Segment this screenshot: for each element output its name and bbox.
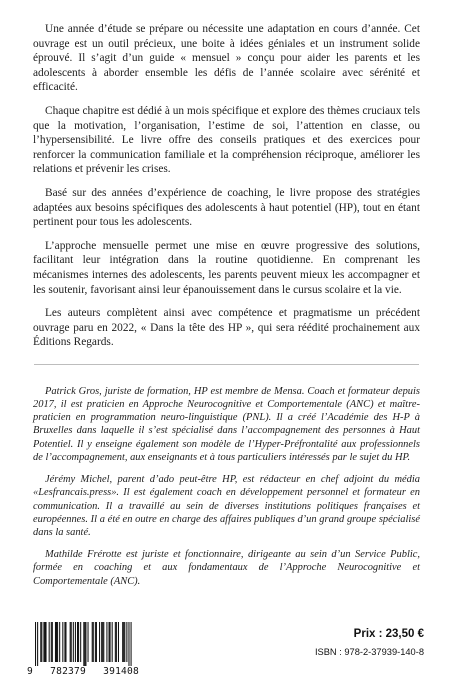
- barcode-bar: [57, 622, 58, 662]
- barcode-bar: [56, 622, 57, 662]
- barcode-bar: [128, 622, 129, 666]
- author-bio-patrick-gros: Patrick Gros, juriste de formation, HP est membre de Mensa. Coach et formateur depuis 2017, il est praticien en Approche Neurocognitive et Comportementale (ANC) et maître-praticien en programmation neuro-linguistique (PNL). Il a créé l’Académie des H-P à Bruxelles dans laquelle il s’est spécialisé dans l’accompagnement des personnes à Haut Potentiel. Il y enseigne également son modèle de l’Hyper-Préfrontalité aux professionnels de l’accompagnement, aux enseignants et à tous particuliers intéressés par le sujet du HP.: [33, 385, 420, 463]
- barcode-bar: [75, 622, 76, 662]
- barcode-bar: [59, 622, 60, 662]
- isbn-label: ISBN : 978-2-37939-140-8: [314, 647, 424, 657]
- barcode-bar: [123, 622, 124, 662]
- barcode-bar: [124, 622, 125, 662]
- barcode-bar: [77, 622, 78, 662]
- barcode-bar: [40, 622, 41, 662]
- barcode-bar: [103, 622, 104, 662]
- barcode-bar: [99, 622, 100, 662]
- summary-paragraph: Une année d’étude se prépare ou nécessite une adaptation en cours d’année. Cet ouvrage est un outil précieux, une boite à idées géniales et un instrument solide éprouvé. Il s’agit d’un guide « mensuel » conçu pour aider les parents et les adolescents à aborder ensemble les défis de l’année scolaire avec sérénité et efficacité.: [33, 23, 420, 94]
- barcode-bar: [112, 622, 113, 662]
- barcode-group-2: 391408: [103, 666, 139, 677]
- barcode-digits: [27, 666, 139, 677]
- barcode-group-1: 782379: [50, 666, 86, 677]
- barcode-bar: [131, 622, 132, 666]
- barcode-bar: [88, 622, 89, 662]
- barcode-bar: [71, 622, 72, 662]
- price-label: Prix : 23,50 €: [353, 628, 424, 640]
- cover-footer: [0, 620, 450, 686]
- author-biographies: [33, 385, 420, 588]
- barcode-bar: [110, 622, 111, 662]
- barcode-bar: [51, 622, 52, 662]
- barcode-bar: [101, 622, 102, 662]
- barcode-bar: [118, 622, 119, 662]
- isbn-barcode: [27, 622, 139, 680]
- barcode-bar: [43, 622, 44, 662]
- barcode-bar: [78, 622, 79, 662]
- barcode-bar: [96, 622, 97, 662]
- barcode-bar: [126, 622, 127, 662]
- author-bio-jeremy-michel: Jérémy Michel, parent d’ado peut-être HP, est rédacteur en chef adjoint du média «Lesfrancais.press». Il est également coach en développement personnel et formateur en communication. Il a travaillé au sein de diverses institutions politiques françaises et européennes. Il a été en outre en charge des affaires publiques d’un grand groupe spécialisé dans la santé.: [33, 474, 420, 538]
- barcode-bar: [65, 622, 66, 662]
- barcode-bar: [35, 622, 36, 666]
- barcode-bar: [122, 622, 123, 662]
- section-divider: [34, 364, 419, 365]
- barcode-bar: [93, 622, 94, 662]
- barcode-bar: [55, 622, 56, 662]
- barcode-bar: [83, 622, 84, 666]
- barcode-bar: [84, 622, 85, 666]
- barcode-bar: [102, 622, 103, 662]
- barcode-bar: [85, 622, 86, 666]
- barcode-bar: [37, 622, 38, 666]
- barcode-bar: [44, 622, 45, 662]
- author-bio-mathilde-frerotte: Mathilde Frérotte est juriste et fonctionnaire, dirigeante au sein d’un Service Public, formée en coaching et aux fondamentaux de l’Approche Neurocognitive et Comportementale (ANC).: [33, 549, 420, 587]
- barcode-bar: [64, 622, 65, 662]
- barcode-bar: [115, 622, 116, 662]
- book-summary: [33, 22, 420, 350]
- barcode-bar: [92, 622, 93, 662]
- summary-paragraph: Basé sur des années d’expérience de coaching, le livre propose des stratégies adaptées aux besoins spécifiques des adolescents à haut potentiel (HP), tout en étant pertinent pour tous les adolescents.: [33, 186, 420, 229]
- summary-paragraph: Les auteurs complètent ainsi avec compétence et pragmatisme un précédent ouvrage paru en 2022, « Dans la tête des HP », qui sera réédité prochainement aux Éditions Regards.: [33, 307, 420, 349]
- summary-paragraph: L’approche mensuelle permet une mise en œuvre progressive des solutions, facilitant leur intégration dans la routine quotidienne. En comprenant les mécanismes internes des adolescents, les parents peuvent mieux les accompagner et les soutenir, favorisant ainsi leur épanouissement dans le cursus scolaire et la vie.: [33, 239, 420, 296]
- barcode-bars: [27, 622, 139, 666]
- barcode-bar: [95, 622, 96, 662]
- barcode-bar: [46, 622, 47, 662]
- barcode-lead-digit: 9: [27, 666, 33, 677]
- barcode-bar: [70, 622, 71, 662]
- summary-paragraph: Chaque chapitre est dédié à un mois spécifique et explore des thèmes cruciaux tels que la motivation, l’organisation, l’estime de soi, l’attention en classe, ou l’hypersensibilité. Le livre offre des conseils pratiques et des exercices pour renforcer la communication familiale et la compréhension réciproque, améliorer les relations et prévenir les crises.: [33, 104, 420, 176]
- barcode-bar: [62, 622, 63, 662]
- barcode-bar: [106, 622, 107, 662]
- barcode-bar: [52, 622, 53, 662]
- barcode-bar: [73, 622, 74, 662]
- barcode-bar: [49, 622, 50, 662]
- barcode-bar: [116, 622, 117, 662]
- barcode-bar: [41, 622, 42, 662]
- barcode-bar: [80, 622, 81, 662]
- barcode-bar: [109, 622, 110, 662]
